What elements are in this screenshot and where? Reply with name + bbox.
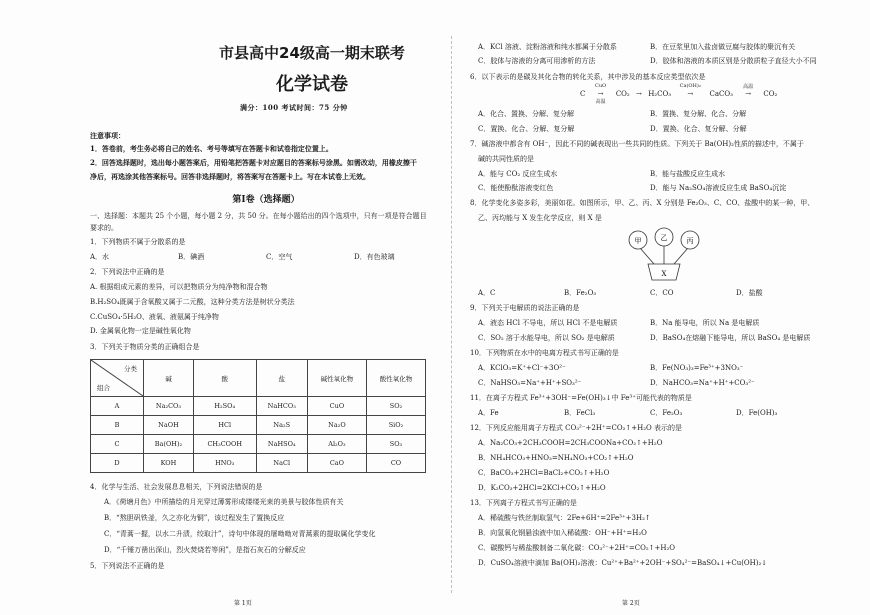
question-stem: 6．以下表示的是碳及其化合物的转化关系，其中涉及的基本反应类型依次是	[470, 73, 706, 81]
option-d: D．盐酸	[736, 289, 763, 297]
table-row	[91, 397, 426, 416]
table-cell: CH₃COOH	[193, 435, 256, 454]
option-b: B．碘酒	[178, 253, 205, 261]
option-b: B．Fe₂O₃	[564, 289, 597, 297]
table-cell: NaHCO₃	[256, 397, 307, 416]
question-stem: 12．下列反应能用离子方程式 CO₃²⁻+2H⁺=CO₂↑+H₂O 表示的是	[470, 424, 683, 432]
table-cell: Na₂S	[256, 416, 307, 435]
section-title: 第Ⅰ卷（选择题）	[232, 195, 300, 205]
option-row	[478, 42, 795, 52]
option-d: D．CuSO₄溶液中滴加 Ba(OH)₂溶液：Cu²⁺+Ba²⁺+2OH⁻+SO₄²⁻=BaSO₄↓+Cu(OH)₂↓	[478, 559, 768, 567]
table-cell: Na₂O	[307, 416, 366, 435]
option-row	[478, 109, 746, 119]
option-d: D．K₂CO₃+2HCl=2KCl+CO₂↑+H₂O	[478, 484, 606, 492]
table-cell: NaCl	[256, 454, 307, 473]
option-row	[478, 288, 763, 298]
arrow-condition: Ca(OH)₂	[679, 83, 701, 89]
option-b: B．在豆浆里加入盐卤做豆腐与胶体的聚沉有关	[650, 43, 796, 51]
option-d: D. 金属氧化物一定是碱性氧化物	[90, 327, 191, 335]
option-c: C．BaCO₃+2HCl=BaCl₂+CO₂↑+H₂O	[478, 469, 610, 477]
arrow-condition: CuO	[595, 83, 607, 89]
option-a: A．化合、置换、分解、复分解	[478, 110, 575, 118]
option-row	[478, 363, 743, 373]
option-b: B．Na 能导电，所以 Na 是电解质	[650, 319, 760, 327]
table-header: 盐	[256, 360, 307, 397]
row-label: C	[91, 435, 144, 454]
option-d: D．置换、化合、复分解、分解	[650, 125, 747, 133]
table-header: 碱	[144, 360, 194, 397]
option-a: A．稀硫酸与铁丝制取氢气：2Fe+6H⁺=2Fe³⁺+3H₂↑	[478, 514, 651, 522]
question-stem: 3．下列关于物质分类的正确组合是	[90, 343, 200, 351]
option-a: A．Fe	[478, 409, 499, 417]
option-b: B.H₂SO₄既属于含氧酸又属于二元酸，这种分类方法是树状分类法	[90, 298, 295, 306]
option-c: C.CuSO₄·5H₂O、液氧、液氨属于纯净物	[90, 313, 219, 321]
table-cell: Ba(OH)₂	[144, 435, 194, 454]
arrow-condition: 高温	[595, 99, 606, 105]
option-c: C．NaHSO₃=Na⁺+H⁺+SO₃²⁻	[478, 379, 582, 387]
corner-label-bottom: 组合	[97, 384, 110, 392]
table-cell: HNO₃	[193, 454, 256, 473]
petal-label: 乙	[660, 234, 668, 242]
option-c: C．置换、化合、分解、复分解	[478, 125, 575, 133]
petal-label: 甲	[634, 237, 642, 245]
option-a: A．能与 CO₂ 反应生成水	[478, 170, 558, 178]
option-a: A．《荷塘月色》中所描绘的月光穿过薄雾形成缕缕光束的美景与胶体性质有关	[104, 498, 344, 506]
option-row	[478, 56, 817, 66]
table-corner-cell	[91, 360, 144, 397]
table-cell: Na₂CO₃	[144, 397, 194, 416]
table-cell: HCl	[193, 416, 256, 435]
table-cell: NaOH	[144, 416, 194, 435]
arrow-condition: 高温	[743, 84, 754, 90]
classification-table	[90, 359, 426, 473]
option-row	[478, 183, 786, 193]
table-row	[91, 435, 426, 454]
question-stem: 4．化学与生活、社会发展息息相关，下列说法错误的是	[90, 483, 263, 491]
question-stem: 5．下列说法不正确的是	[90, 562, 165, 570]
table-header: 酸	[193, 360, 256, 397]
option-c: C．空气	[266, 253, 293, 261]
table-row	[91, 416, 426, 435]
question-stem: 10．下列物质在水中的电离方程式书写正确的是	[470, 349, 619, 357]
conversion-flow	[580, 83, 778, 105]
section-intro-line: 一、选择题：本题共 25 个小题，每小题 2 分，共 50 分。在每小题给出的四个选项中，只有一项是符合题目	[90, 212, 427, 220]
row-label: A	[91, 397, 144, 416]
option-d: D．NaHCO₃=Na⁺+H⁺+CO₃²⁻	[650, 379, 755, 387]
option-b: B．置换、复分解、化合、分解	[650, 110, 747, 118]
flow-species: CO₂	[763, 90, 778, 98]
option-row	[90, 252, 395, 262]
column-divider	[451, 36, 452, 593]
option-c: C．胶体与溶液的分离可用渗析的方法	[478, 57, 596, 65]
table-cell: SiO₂	[366, 416, 425, 435]
option-a: A．KCl 溶液、淀粉溶液和纯水都属于分散系	[478, 43, 617, 51]
option-b: B．NH₄HCO₃+HNO₃=NH₄NO₃+CO₂↑+H₂O	[478, 454, 634, 462]
flow-species: H₂CO₃	[648, 90, 672, 98]
option-d: D．“千锤万凿出深山，烈火焚烧若等闲”，是指石灰石的分解反应	[104, 546, 306, 554]
option-b: B．“熬胆矾铁釜，久之亦化为铜”，该过程发生了置换反应	[104, 514, 285, 522]
flow-arrow: →	[636, 90, 642, 98]
table-header: 碱性氧化物	[307, 360, 366, 397]
table-cell: H₂SO₄	[193, 397, 256, 416]
option-d: D．胶体和溶液的本质区别是分散质粒子直径大小不同	[650, 57, 817, 65]
option-c: C．Fe₂O₃	[650, 409, 683, 417]
section-intro	[90, 210, 442, 234]
question-stem: 2．下列说法中正确的是	[90, 268, 165, 276]
table-cell: NaHSO₄	[256, 435, 307, 454]
subject-title: 化学试卷	[276, 74, 348, 95]
exam-title: 市县高中24级高一期末联考	[219, 44, 405, 62]
exam-info: 满分：100 考试时间：75 分钟	[240, 103, 348, 112]
table-cell: CuO	[307, 397, 366, 416]
question-stem: 13．下列离子方程式书写正确的是	[470, 499, 577, 507]
question-stem: 11．在离子方程式 Fe³⁺+3OH⁻=Fe(OH)₃↓中 Fe³⁺可能代表的物质是	[470, 394, 692, 402]
option-row	[478, 408, 777, 418]
option-c: C．能使酚酞溶液变红色	[478, 184, 554, 192]
option-c: C．SO₂ 溶于水能导电，所以 SO₂ 是电解质	[478, 334, 615, 342]
table-cell: SO₃	[366, 435, 425, 454]
question-stem: 7．碱溶液中都含有 OH⁻，因此不同的碱表现出一些共同的性质。下列关于 Ba(OH)₂性质的描述中，不属于	[470, 140, 804, 148]
question-stem: 1．下列物质不属于分散系的是	[90, 238, 186, 246]
option-a: A．液态 HCl 不导电，所以 HCl 不是电解质	[478, 319, 618, 327]
flow-species: C	[580, 90, 586, 98]
table-cell: Al₂O₃	[307, 435, 366, 454]
option-a: A．Na₂CO₃+2CH₃COOH=2CH₃COONa+CO₂↑+H₂O	[478, 439, 663, 447]
flow-species: CaCO₃	[709, 90, 733, 98]
notes-heading: 注意事项：	[90, 131, 125, 140]
option-d: D．有色玻璃	[354, 253, 395, 261]
option-row	[478, 318, 759, 328]
question-stem: 9．下列关于电解质的说法正确的是	[470, 304, 580, 312]
option-d: D．BaSO₄在熔融下能导电，所以 BaSO₄ 是电解质	[650, 334, 811, 342]
note-item: 净后，再选涂其他答案标号。回答非选择题时，将答案写在答题卡上。写在本试卷上无效。	[90, 172, 370, 181]
option-row	[478, 333, 810, 343]
option-d: D．能与 Na₂SO₄溶液反应生成 BaSO₄沉淀	[650, 184, 787, 192]
page-number: 第 1页	[234, 600, 252, 607]
table-cell: CO	[366, 454, 425, 473]
question-stem-cont: 乙、丙均能与 X 发生化学反应，则 X 是	[478, 214, 602, 222]
option-b: B．Fe(NO₃)₃=Fe³⁺+3NO₃⁻	[650, 364, 744, 372]
option-b: B．能与盐酸反应生成水	[650, 170, 726, 178]
flow-arrow: CuO → 高温	[588, 90, 614, 98]
table-cell: CaO	[307, 454, 366, 473]
option-row	[478, 169, 725, 179]
table-cell: SO₂	[366, 397, 425, 416]
option-a: A．C	[478, 289, 496, 297]
page-number: 第 2页	[622, 600, 640, 607]
table-header: 酸性氧化物	[366, 360, 425, 397]
corner-label-top: 分类	[124, 365, 137, 373]
question-stem-cont: 碱的共同性质的是	[478, 155, 534, 163]
option-a: A. 根据组成元素的差异，可以把物质分为纯净物和混合物	[90, 283, 268, 291]
table-header-row	[91, 360, 426, 397]
option-b: B．向氢氧化钢悬浊液中加入稀硫酸：OH⁻+H⁺=H₂O	[478, 529, 647, 537]
row-label: B	[91, 416, 144, 435]
option-a: A．KClO₃=K⁺+Cl⁻+3O²⁻	[478, 364, 566, 372]
table-row	[91, 454, 426, 473]
option-a: A．水	[90, 253, 110, 261]
petal-label: 丙	[686, 237, 694, 245]
flow-species: CO₂	[615, 90, 630, 98]
flow-arrow: 高温 →	[735, 90, 761, 98]
row-label: D	[91, 454, 144, 473]
section-intro-line: 要求的。	[90, 224, 118, 232]
option-c: C．“青蒿一握，以水二升渍，绞取汁”，诗句中体现的屠呦呦对青蒿素的提取属化学变化	[104, 530, 376, 538]
option-c: C．CO	[650, 289, 674, 297]
note-item: 1．答卷前，考生务必将自己的姓名、考号等填写在答题卡和试卷指定位置上。	[90, 144, 333, 153]
note-item: 2．回答选择题时，选出每小题答案后，用铅笔把答题卡对应题目的答案标号涂黑。如需改动，用橡皮擦干	[90, 158, 417, 167]
pot-label: X	[661, 270, 667, 278]
table-cell: KOH	[144, 454, 194, 473]
flow-arrow: Ca(OH)₂ →	[673, 90, 707, 98]
option-d: D．Fe(OH)₃	[736, 409, 778, 417]
question-stem: 8．化学变化多姿多彩，美丽如花。如图所示，甲、乙、丙、X 分别是 Fe₂O₃、C、CO、盐酸中的某一种，甲、	[470, 199, 815, 207]
flower-diagram	[624, 226, 704, 282]
option-row	[478, 124, 747, 134]
option-b: B．FeCl₃	[564, 409, 596, 417]
option-row	[478, 378, 755, 388]
option-c: C．碳酸钙与稀盐酸制备二氧化碳：CO₃²⁻+2H⁺=CO₂↑+H₂O	[478, 544, 676, 552]
